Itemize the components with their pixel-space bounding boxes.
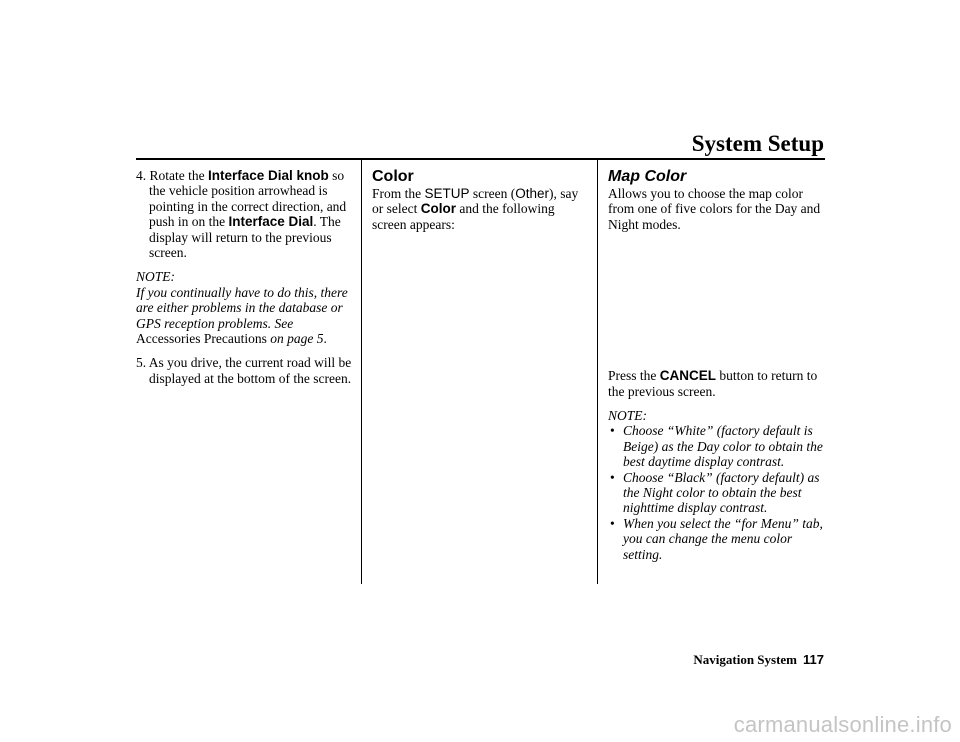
color-term: Color [420,201,456,217]
page-number: 117 [803,652,824,667]
interface-dial-term: Interface Dial [228,214,314,230]
note-item: • When you select the “for Menu” tab, you can change the menu color setting. [610,515,823,562]
column-divider-2 [597,160,598,584]
note-label: NOTE: [608,408,648,424]
left-column [136,168,354,386]
color-intro: From the SETUP screen (Other), say or select Color and the following screen appears: [372,186,579,232]
note-item: • Choose “Black” (factory default) as the Night color to obtain the best nighttime display contrast. [610,469,820,516]
cancel-term: CANCEL [659,368,716,384]
step-4: 4. Rotate the Interface Dial knob so the vehicle position arrowhead is pointing in the correct direction, and push in on the Interface Dial. The display will return to the previous screen. [136,168,347,261]
cancel-instruction: Press the CANCEL button to return to the previous screen. [608,368,818,399]
setup-term: SETUP [424,186,470,201]
map-color-intro: Allows you to choose the map color from one of five colors for the Day and Night modes. [608,186,821,232]
step-5: 5. As you drive, the current road will be displayed at the bottom of the screen. [136,355,352,386]
right-column [608,168,826,562]
interface-dial-knob-term: Interface Dial knob [207,168,329,183]
note-text: If you continually have to do this, there are either problems in the database or GPS reception problems. See Accessories Precautions on page 5. [136,284,348,347]
page-footer [693,652,824,668]
middle-column [372,168,584,232]
other-term: Other [515,186,550,201]
note-label: NOTE: [136,269,176,285]
note-list [608,423,826,562]
accessories-precautions-link[interactable]: Accessories Precautions [136,331,267,347]
page-title: System Setup [691,131,824,156]
map-color-heading: Map Color [608,168,687,185]
footer-label: Navigation System [693,652,798,667]
column-divider-1 [361,160,362,584]
note-item: • Choose “White” (factory default is Beige) as the Day color to obtain the best daytime display contrast. [610,423,823,470]
header-rule [136,158,825,160]
color-heading: Color [372,168,414,185]
watermark-text: carmanualsonline.info [733,712,952,737]
